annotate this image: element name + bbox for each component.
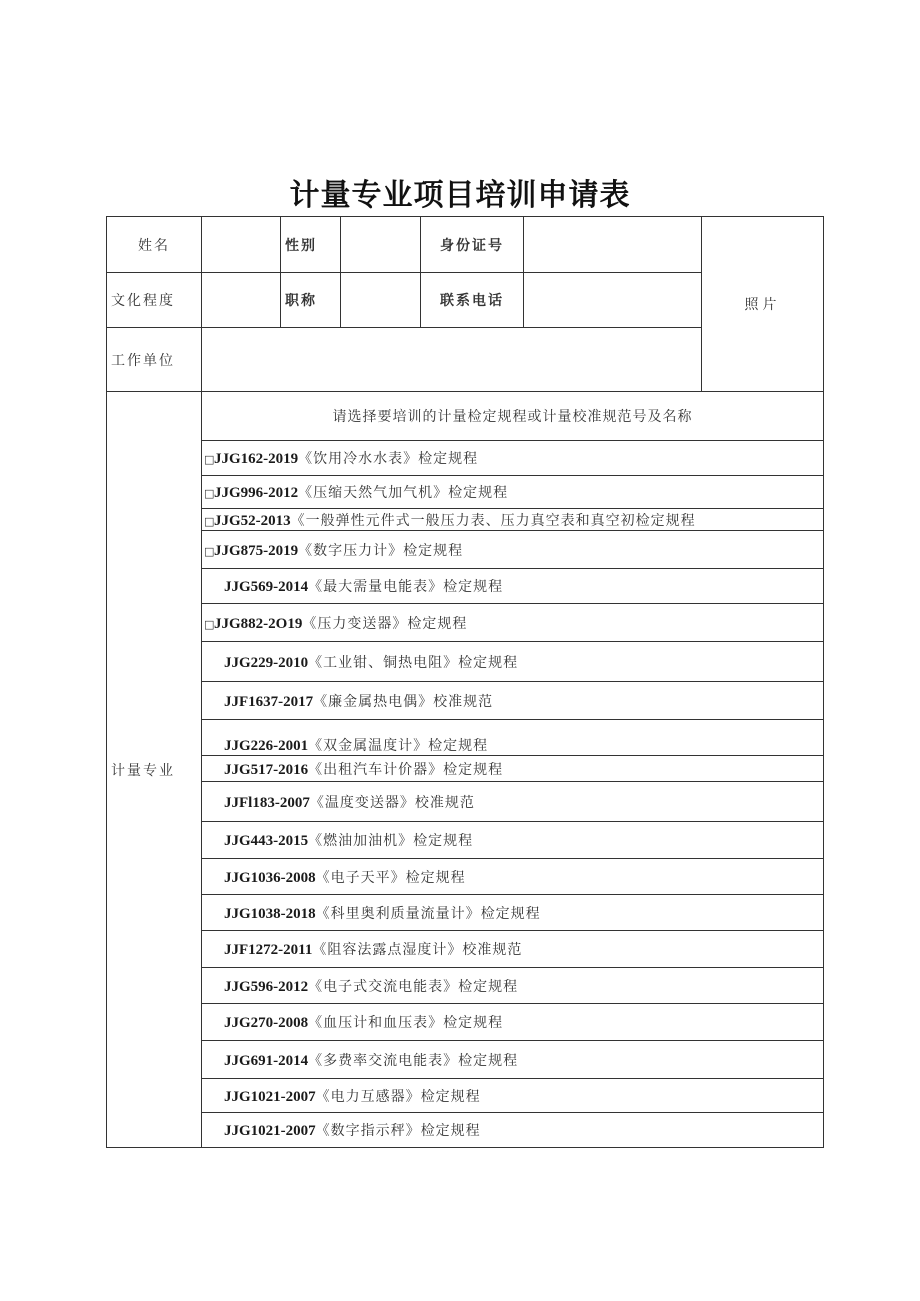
specialty-item-row [107,720,824,756]
item-name: 《出租汽车计价器》检定规程 [308,761,504,778]
item-code: JJG569-2014 [224,579,309,595]
specialty-item-row [107,1041,824,1079]
item-code: JJG691-2014 [224,1052,309,1069]
item-name: 《数字压力计》检定规程 [298,542,464,559]
item-name: 《多费率交流电能表》检定规程 [308,1052,519,1069]
item-name: 《电子式交流电能表》检定规程 [308,978,519,995]
education-label: 文化程度 [107,273,202,328]
specialty-item-row [107,756,824,782]
phone-label: 联系电话 [421,273,524,328]
item-name: 《电力互感器》检定规程 [315,1088,481,1105]
instruction-text: 请选择要培训的计量检定规程或计量校准规范号及名称 [202,392,824,441]
name-label: 姓名 [107,217,202,273]
phone-field[interactable] [524,273,702,328]
item-code: JJG875-2019 [214,542,299,559]
specialty-item-row [107,509,824,531]
item-name: 《温度变送器》校准规范 [309,794,475,811]
form-title: 计量专业项目培训申请表 [289,178,631,213]
specialty-item-row [107,931,824,968]
item-name: 《压缩天然气加气机》检定规程 [298,485,509,501]
specialty-item-row [107,441,824,476]
item-code: JJG517-2016 [224,761,309,778]
specialty-item[interactable] [202,682,824,720]
specialty-item[interactable] [202,968,824,1004]
item-code: JJG1036-2008 [224,869,316,886]
gender-field[interactable] [341,217,421,273]
item-code: JJG52-2013 [214,512,291,529]
specialty-item[interactable] [202,822,824,859]
specialty-item-row [107,895,824,931]
item-name: 《双金属温度计》检定规程 [308,738,489,754]
specialty-item[interactable] [202,509,824,531]
specialty-item[interactable] [202,782,824,822]
specialty-item[interactable] [202,1041,824,1079]
checkbox-icon[interactable]: □ [204,514,215,528]
photo-box[interactable]: 照片 [702,217,824,392]
specialty-item[interactable] [202,441,824,476]
specialty-item-row [107,476,824,509]
item-code: JJG226-2001 [224,738,309,754]
item-name: 《血压计和血压表》检定规程 [308,1015,504,1031]
specialty-item-row [107,782,824,822]
specialty-item[interactable] [202,1004,824,1041]
personal-row-1 [107,217,824,273]
item-code: JJG229-2010 [224,654,309,671]
item-code: JJG596-2012 [224,978,309,995]
item-code: JJF1637-2017 [224,693,314,710]
specialty-label: 计量专业 [107,392,202,1148]
specialty-item[interactable] [202,569,824,604]
specialty-item[interactable] [202,604,824,642]
employer-label: 工作单位 [107,328,202,392]
specialty-item-row [107,822,824,859]
id-number-field[interactable] [524,217,702,273]
job-title-field[interactable] [341,273,421,328]
item-name: 《饮用冷水水表》检定规程 [298,451,479,467]
item-code: JJG1021-2007 [224,1088,316,1105]
item-name: 《数字指示秤》检定规程 [315,1123,481,1139]
item-name: 《一般弹性元件式一般压力表、压力真空表和真空初检定规程 [290,512,696,529]
item-name: 《压力变送器》检定规程 [302,615,468,632]
item-code: JJG996-2012 [214,485,299,501]
item-name: 《工业钳、铜热电阻》检定规程 [308,654,519,671]
item-name: 《阻容法露点湿度计》校准规范 [312,942,523,958]
specialty-item[interactable] [202,859,824,895]
specialty-item[interactable] [202,756,824,782]
specialty-item-row [107,1113,824,1148]
specialty-item[interactable] [202,895,824,931]
specialty-item-row [107,569,824,604]
specialty-item-row [107,1004,824,1041]
specialty-item[interactable] [202,531,824,569]
specialty-item[interactable] [202,931,824,968]
item-code: JJF1272-2011 [224,942,313,958]
item-name: 《科里奥利质量流量计》检定规程 [315,905,541,922]
specialty-item-row [107,682,824,720]
specialty-item[interactable] [202,642,824,682]
specialty-item-row [107,968,824,1004]
specialty-item-row [107,1079,824,1113]
name-field[interactable] [202,217,281,273]
specialty-item[interactable] [202,1079,824,1113]
gender-label: 性别 [281,217,341,273]
education-field[interactable] [202,273,281,328]
instruction-row [107,392,824,441]
item-name: 《燃油加油机》检定规程 [308,833,474,849]
application-form-table [106,216,824,1148]
specialty-item[interactable] [202,720,824,756]
checkbox-icon[interactable]: □ [204,487,215,500]
item-code: JJG270-2008 [224,1015,309,1031]
specialty-item[interactable] [202,1113,824,1148]
item-name: 《最大需量电能表》检定规程 [308,579,504,595]
specialty-item-row [107,642,824,682]
checkbox-icon[interactable]: □ [204,617,215,631]
item-name: 《廉金属热电偶》校准规范 [313,693,494,710]
item-code: JJG1021-2007 [224,1123,316,1139]
job-title-label: 职称 [281,273,341,328]
employer-field[interactable] [202,328,702,392]
specialty-item-row [107,859,824,895]
specialty-item-row [107,531,824,569]
specialty-item[interactable] [202,476,824,509]
item-code: JJFl183-2007 [224,794,310,811]
specialty-item-row [107,604,824,642]
item-code: JJG162-2019 [214,451,299,467]
checkbox-icon[interactable]: □ [204,544,215,558]
item-name: 《电子天平》检定规程 [315,869,466,886]
item-code: JJG882-2O19 [214,615,303,632]
id-number-label: 身份证号 [421,217,524,273]
checkbox-icon[interactable]: □ [204,453,215,466]
item-code: JJG443-2015 [224,833,309,849]
item-code: JJG1038-2018 [224,905,316,922]
